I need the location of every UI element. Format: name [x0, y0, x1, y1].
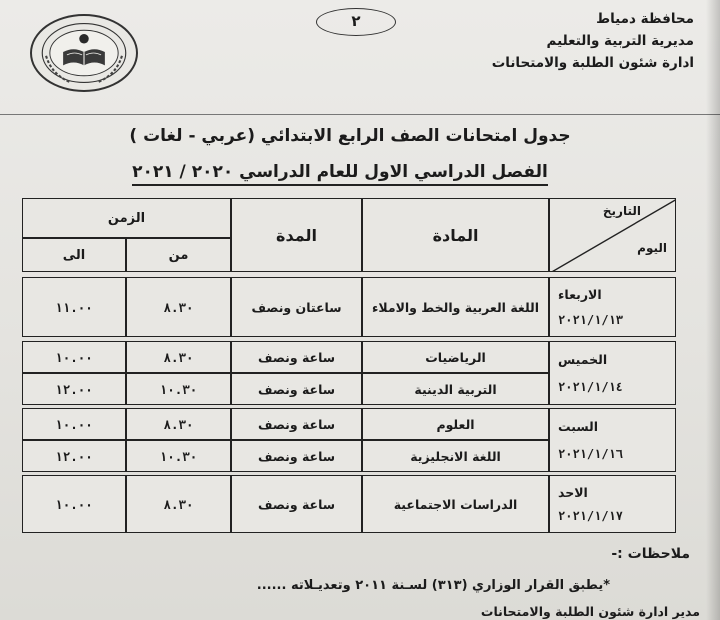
from-header: من	[126, 238, 231, 272]
duration-cell: ساعة ونصف	[231, 440, 362, 472]
notes-title: ملاحظات :-	[611, 546, 690, 562]
day-name: الاحد	[558, 484, 588, 500]
to-header: الى	[22, 238, 126, 272]
header-divider	[0, 114, 720, 115]
from-cell: ٨.٣٠	[126, 277, 231, 337]
duration-cell: ساعة ونصف	[231, 408, 362, 440]
to-cell: ١٢.٠٠	[22, 440, 126, 472]
department-label: ادارة شئون الطلبة والامتحانات	[491, 55, 694, 71]
day-date: ٢٠٢١/١/١٧	[558, 509, 624, 524]
subject-cell: اللغة العربية والخط والاملاء	[362, 277, 549, 337]
signature-line: مدير ادارة شئون الطلبة والامتحانات	[480, 604, 700, 619]
duration-cell: ساعتان ونصف	[231, 277, 362, 337]
day-name: الخميس	[558, 352, 608, 368]
subject-cell: التربية الدينية	[362, 373, 549, 405]
subject-cell: العلوم	[362, 408, 549, 440]
duration-cell: ساعة ونصف	[231, 373, 362, 405]
term-title	[100, 162, 580, 182]
duration-cell: ساعة ونصف	[231, 475, 362, 533]
day-cell	[549, 475, 676, 533]
duration-cell: ساعة ونصف	[231, 341, 362, 373]
subject-header: المادة	[362, 198, 549, 272]
from-cell: ٨.٣٠	[126, 475, 231, 533]
note-line: *يطبق القرار الوزاري (٣١٣) لسـنة ٢٠١١ وتعديـلاته ......	[256, 578, 610, 593]
time-header: الزمن	[22, 198, 231, 238]
schedule-title: جدول امتحانات الصف الرابع الابتدائي (عربي - لغات )	[129, 126, 571, 146]
to-cell: ١٢.٠٠	[22, 373, 126, 405]
date-header: التاريخ	[602, 204, 641, 218]
from-cell: ١٠.٣٠	[126, 440, 231, 472]
subject-cell: الرياضيات	[362, 341, 549, 373]
to-cell: ١١.٠٠	[22, 277, 126, 337]
day-name: الاربعاء	[558, 287, 602, 303]
to-cell: ١٠.٠٠	[22, 341, 126, 373]
date-day-header-cell	[549, 198, 676, 272]
to-cell: ١٠.٠٠	[22, 408, 126, 440]
subject-cell: اللغة الانجليزية	[362, 440, 549, 472]
day-header: اليوم	[637, 241, 667, 255]
letterhead	[434, 8, 694, 74]
to-cell: ١٠.٠٠	[22, 475, 126, 533]
day-cell	[549, 341, 676, 405]
day-date: ٢٠٢١/١/١٣	[558, 312, 624, 327]
governorate-label: محافظة دمياط	[596, 11, 694, 27]
page-edge-shadow	[706, 0, 720, 620]
directorate-label: مديرية التربية والتعليم	[546, 33, 694, 49]
from-cell: ٨.٣٠	[126, 408, 231, 440]
from-cell: ٨.٣٠	[126, 341, 231, 373]
duration-header: المدة	[231, 198, 362, 272]
day-date: ٢٠٢١/١/١٤	[558, 379, 624, 394]
day-name: السبت	[558, 419, 599, 435]
day-cell	[549, 277, 676, 337]
page-number: ٢	[316, 8, 396, 36]
term-title-text: الفصل الدراسي الاول للعام الدراسي ٢٠٢٠ / ٢٠٢١	[132, 162, 548, 186]
day-cell	[549, 408, 676, 472]
subject-cell: الدراسات الاجتماعية	[362, 475, 549, 533]
from-cell: ١٠.٣٠	[126, 373, 231, 405]
book-emblem-icon	[30, 14, 138, 92]
day-date: ٢٠٢١/١/١٦	[558, 446, 624, 461]
